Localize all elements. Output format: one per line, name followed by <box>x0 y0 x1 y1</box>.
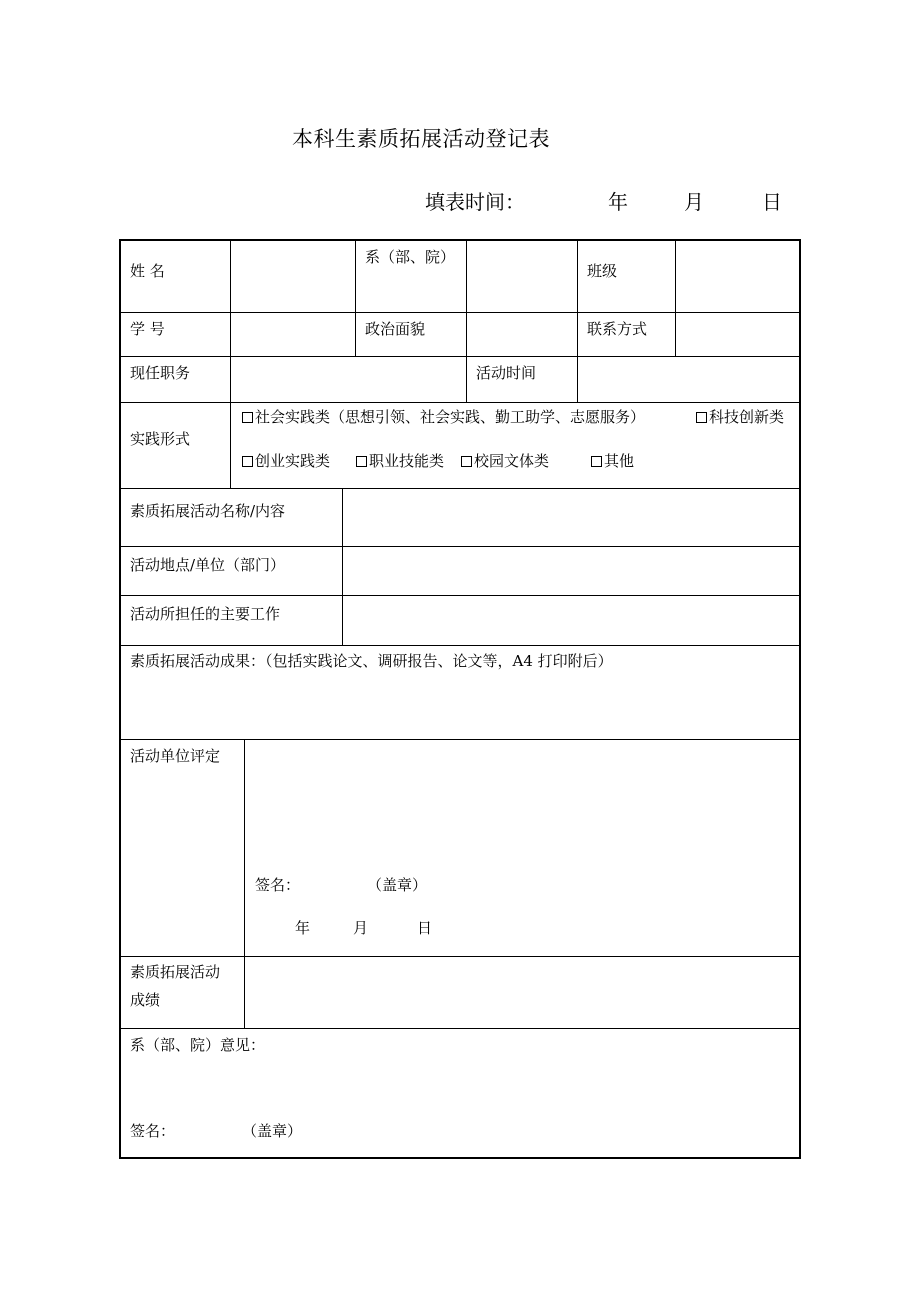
unit-signature-label: 签名： <box>255 876 301 894</box>
unit-date-month: 月 <box>353 919 369 937</box>
results-label: 素质拓展活动成果：（包括实践论文、调研报告、论文等，A4 打印附后） <box>130 652 613 670</box>
main-work-label: 活动所担任的主要工作 <box>130 605 281 623</box>
row-divider <box>121 1028 799 1029</box>
row-divider <box>121 956 799 957</box>
unit-date-day: 日 <box>417 919 433 937</box>
row-divider <box>121 312 799 313</box>
row-divider <box>121 739 799 740</box>
unit-date-year: 年 <box>295 919 311 937</box>
unit-evaluation-label: 活动单位评定 <box>130 747 221 765</box>
student-id-label: 学 号 <box>130 320 165 338</box>
row-divider <box>121 488 799 489</box>
location-label: 活动地点/单位（部门） <box>130 556 286 574</box>
fill-date-year: 年 <box>608 190 628 214</box>
row-divider <box>121 356 799 357</box>
name-label: 姓 名 <box>130 262 165 280</box>
checkbox-icon[interactable] <box>461 456 472 467</box>
practice-form-label: 实践形式 <box>130 430 191 448</box>
checkbox-icon[interactable] <box>356 456 367 467</box>
column-divider <box>230 241 231 402</box>
column-divider <box>342 488 343 645</box>
row-divider <box>121 402 799 403</box>
checkbox-icon[interactable] <box>591 456 602 467</box>
checkbox-icon[interactable] <box>242 412 253 423</box>
fill-date-label: 填表时间： <box>425 190 525 214</box>
option-campus-culture-sports[interactable]: 校园文体类 <box>461 451 549 471</box>
score-label-line2: 成绩 <box>130 991 161 1009</box>
form-title: 本科生素质拓展活动登记表 <box>292 127 550 151</box>
row-divider <box>121 595 799 596</box>
column-divider <box>244 739 245 1028</box>
checkbox-icon[interactable] <box>242 456 253 467</box>
option-other[interactable]: 其他 <box>591 451 634 471</box>
column-divider <box>466 241 467 402</box>
checkbox-icon[interactable] <box>696 412 707 423</box>
row-divider <box>121 645 799 646</box>
dept-signature-label: 签名： <box>130 1122 176 1140</box>
unit-seal-label: （盖章） <box>367 876 428 894</box>
registration-form <box>119 239 801 1159</box>
political-status-label: 政治面貌 <box>365 320 426 338</box>
row-divider <box>121 546 799 547</box>
column-divider <box>355 241 356 356</box>
current-position-label: 现任职务 <box>130 364 191 382</box>
activity-name-label: 素质拓展活动名称/内容 <box>130 502 286 520</box>
fill-date-day: 日 <box>762 190 782 214</box>
contact-label: 联系方式 <box>587 320 648 338</box>
fill-date-line <box>0 186 920 216</box>
option-vocational-skills[interactable]: 职业技能类 <box>356 451 444 471</box>
option-tech-innovation[interactable]: 科技创新类 <box>696 407 784 427</box>
department-label: 系（部、院） <box>365 248 456 266</box>
option-social-practice[interactable]: 社会实践类（思想引领、社会实践、勤工助学、志愿服务） <box>242 407 645 427</box>
dept-opinion-label: 系（部、院）意见： <box>130 1036 266 1054</box>
option-entrepreneurship[interactable]: 创业实践类 <box>242 451 330 471</box>
dept-seal-label: （盖章） <box>242 1122 303 1140</box>
class-label: 班级 <box>587 262 618 280</box>
column-divider <box>230 402 231 488</box>
activity-time-label: 活动时间 <box>476 364 537 382</box>
column-divider <box>675 241 676 356</box>
score-label-line1: 素质拓展活动 <box>130 963 221 981</box>
column-divider <box>577 241 578 402</box>
fill-date-month: 月 <box>684 190 704 214</box>
